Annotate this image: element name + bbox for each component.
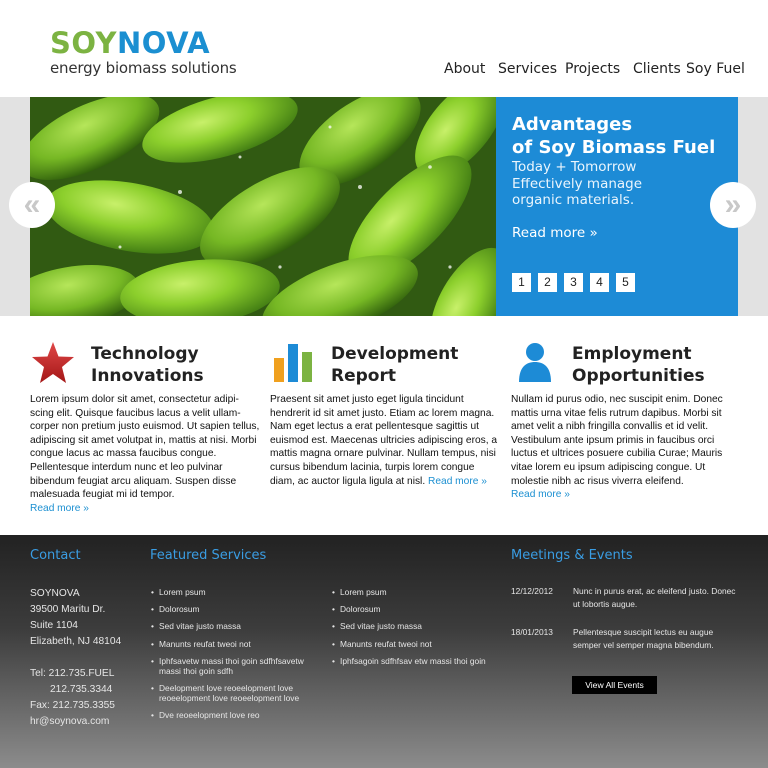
contact-tel-alt: 212.735.3344: [50, 684, 113, 695]
logo-wordmark: SOYNOVA: [50, 26, 211, 60]
event-text[interactable]: Nunc in purus erat, ac eleifend justo. Donec ut lobortis augue.: [573, 586, 736, 609]
hero-read-more-link[interactable]: Read more »: [512, 225, 598, 241]
list-item[interactable]: • Lorem psum: [332, 587, 507, 597]
feature-title: Development Report: [331, 344, 459, 386]
nav-about[interactable]: About: [444, 61, 486, 77]
slider-next-button[interactable]: [710, 182, 756, 228]
chevron-right-icon: »: [724, 188, 742, 221]
featured-services-list-1: [151, 587, 316, 727]
logo-tagline: energy biomass solutions: [50, 59, 237, 77]
event-text[interactable]: Pellentesque suscipit lectus eu augue semper vel semper magna bibendum.: [573, 627, 714, 650]
nav-soy-fuel[interactable]: Soy Fuel: [686, 61, 745, 77]
nav-projects[interactable]: Projects: [565, 61, 621, 77]
hero-title: Advantages of Soy Biomass Fuel: [512, 114, 716, 158]
list-item[interactable]: • Iphfsavetw massi thoi goin sdfhfsavetw massi thoi goin sdfh: [151, 656, 316, 676]
pager-button-1[interactable]: 1: [512, 273, 531, 292]
meetings-events-heading: Meetings & Events: [511, 548, 633, 563]
feature-title: Employment Opportunities: [572, 344, 705, 386]
list-item[interactable]: • Iphfsagoin sdfhfsav etw massi thoi goin: [332, 656, 507, 666]
list-item[interactable]: • Dolorosum: [332, 604, 507, 614]
bar-chart-icon: [270, 340, 316, 386]
event-date: 18/01/2013: [511, 627, 553, 637]
contact-tel: Tel: 212.735.FUEL: [30, 668, 115, 679]
list-item[interactable]: • Manunts reufat tweoi not: [151, 639, 316, 649]
nav-services[interactable]: Services: [498, 61, 558, 77]
pager-button-3[interactable]: 3: [564, 273, 583, 292]
view-all-events-button[interactable]: View All Events: [572, 676, 657, 694]
feature-read-more-link[interactable]: Read more »: [30, 502, 89, 514]
feature-read-more-link[interactable]: Read more »: [428, 475, 487, 487]
contact-heading: Contact: [30, 548, 81, 563]
person-icon: [511, 340, 557, 386]
hero-slider: [0, 97, 768, 316]
hero-subtitle: Today + Tomorrow Effectively manage organic materials.: [512, 159, 643, 208]
main-nav: [0, 61, 768, 81]
hero-panel: [496, 97, 738, 316]
feature-title: Technology Innovations: [91, 344, 204, 386]
feature-body: Nullam id purus odio, nec suscipit enim. Donec mattis urna vitae felis rutrum dapibus. Morbi sit amet velit a nibh fringilla convallis et id velit. Vestibulum ante ipsum primis in faucibus orci luctus et ultrices posuere cubilia Curae; Mauris vitae lorem eu ipsum adipiscing congue. Ut molestie nibh ac risus viverra eleifend. Read more »: [511, 394, 723, 501]
list-item[interactable]: • Dve reoeelopment love reo: [151, 710, 316, 720]
list-item[interactable]: • Manunts reufat tweoi not: [332, 639, 507, 649]
pager-button-5[interactable]: 5: [616, 273, 635, 292]
list-item[interactable]: • Deelopment love reoeelopment love reoeelopment love reoeelopment love: [151, 683, 316, 703]
feature-body: Praesent sit amet justo eget ligula tincidunt hendrerit id sit amet justo. Etiam ac lorem magna. Nam eget lectus a erat pellentesque sagittis ut euismod est. Maecenas ultricies adipiscing eros, a mattis magna ornare pulvinar. Nullam tempus, nisi cursus bibendum lacinia, turpis lorem congue diam, ac auctor ligula ligula at nisl. Read more »: [270, 394, 498, 487]
site-footer: [0, 535, 768, 768]
list-item[interactable]: • Sed vitae justo massa: [332, 621, 507, 631]
chevron-left-icon: «: [23, 188, 41, 221]
list-item[interactable]: • Dolorosum: [151, 604, 316, 614]
featured-services-list-2: [332, 587, 507, 673]
site-header: [0, 0, 768, 97]
star-icon: [30, 340, 76, 386]
feature-read-more-link[interactable]: Read more »: [511, 489, 570, 501]
contact-address: SOYNOVA 39500 Maritu Dr. Suite 1104 Elizabeth, NJ 48104 Tel: 212.735.FUEL 212.735.3344 Fax: 212.735.3355 hr@soynova.com: [30, 586, 121, 730]
contact-fax: Fax: 212.735.3355: [30, 700, 115, 711]
slider-pager: [512, 273, 635, 292]
event-date: 12/12/2012: [511, 586, 553, 596]
pager-button-2[interactable]: 2: [538, 273, 557, 292]
slider-prev-button[interactable]: [9, 182, 55, 228]
featured-services-heading: Featured Services: [150, 548, 267, 563]
pager-button-4[interactable]: 4: [590, 273, 609, 292]
list-item[interactable]: • Sed vitae justo massa: [151, 621, 316, 631]
hero-image: [30, 97, 496, 316]
feature-body: Lorem ipsum dolor sit amet, consectetur adipi-scing elit. Quisque faucibus lacus a velit ullam-corper non pretium justo euismod. Ut sapien tellus, adipiscing sit amet volutpat in, mattis at nisi. Morbi congue lacus ac massa faucibus congue. Pellentesque interdum nunc et leo pulvinar bibendum feugiat arcu aliquam. Suspen disse malesuada feugiat mi id tempor. Read more »: [30, 394, 260, 514]
list-item[interactable]: • Lorem psum: [151, 587, 316, 597]
contact-email[interactable]: hr@soynova.com: [30, 716, 110, 727]
nav-clients[interactable]: Clients: [633, 61, 681, 77]
